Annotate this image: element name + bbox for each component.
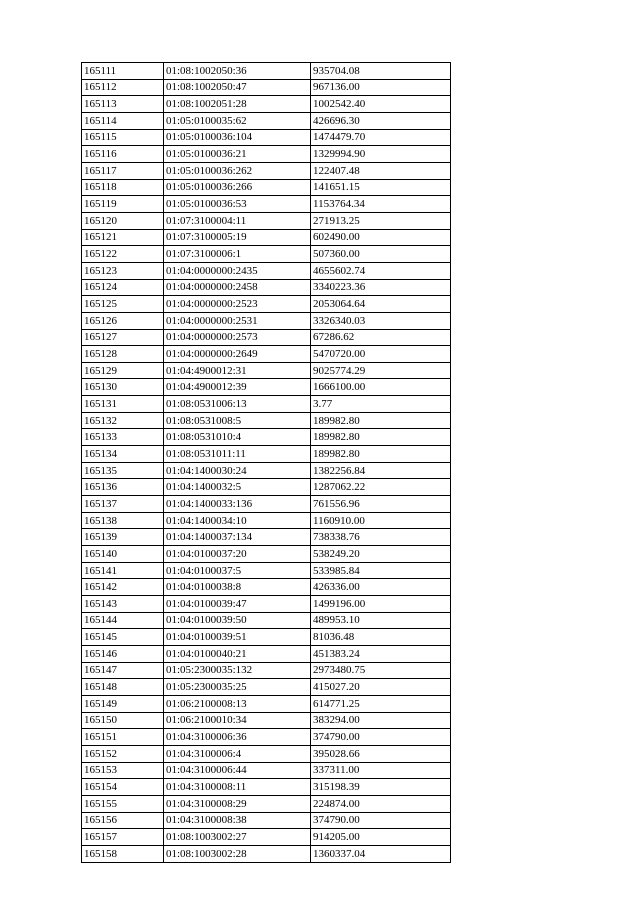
value-cell: 3340223.36 (311, 279, 451, 296)
value-cell: 1287062.22 (311, 479, 451, 496)
table-row (82, 496, 451, 513)
table-row (82, 346, 451, 363)
cadastral-number-cell: 01:04:4900012:39 (164, 379, 311, 396)
row-number-cell: 165127 (82, 329, 164, 346)
row-number-cell: 165114 (82, 112, 164, 129)
table-row (82, 96, 451, 113)
table-row (82, 329, 451, 346)
cadastral-number-cell: 01:04:0000000:2649 (164, 346, 311, 363)
row-number-cell: 165148 (82, 679, 164, 696)
value-cell: 507360.00 (311, 246, 451, 263)
cadastral-number-cell: 01:07:3100006:1 (164, 246, 311, 263)
table-row (82, 795, 451, 812)
cadastral-number-cell: 01:04:0100039:47 (164, 596, 311, 613)
cadastral-number-cell: 01:05:0100036:104 (164, 129, 311, 146)
row-number-cell: 165111 (82, 63, 164, 80)
cadastral-number-cell: 01:05:0100036:53 (164, 196, 311, 213)
table-row (82, 146, 451, 163)
row-number-cell: 165135 (82, 462, 164, 479)
table-row (82, 612, 451, 629)
table-row (82, 112, 451, 129)
value-cell: 2053064.64 (311, 296, 451, 313)
value-cell: 1382256.84 (311, 462, 451, 479)
table-row (82, 396, 451, 413)
table-row (82, 262, 451, 279)
cadastral-number-cell: 01:05:0100036:266 (164, 179, 311, 196)
row-number-cell: 165149 (82, 695, 164, 712)
cadastral-number-cell: 01:04:3100006:36 (164, 729, 311, 746)
row-number-cell: 165123 (82, 262, 164, 279)
table-row (82, 812, 451, 829)
table-row (82, 712, 451, 729)
cadastral-number-cell: 01:06:2100008:13 (164, 695, 311, 712)
value-cell: 914205.00 (311, 829, 451, 846)
value-cell: 395028.66 (311, 745, 451, 762)
value-cell: 4655602.74 (311, 262, 451, 279)
cadastral-number-cell: 01:04:0100038:8 (164, 579, 311, 596)
table-row (82, 762, 451, 779)
value-cell: 81036.48 (311, 629, 451, 646)
value-cell: 3326340.03 (311, 312, 451, 329)
row-number-cell: 165151 (82, 729, 164, 746)
table-row (82, 296, 451, 313)
cadastral-number-cell: 01:04:1400037:134 (164, 529, 311, 546)
table-row (82, 729, 451, 746)
table-row (82, 779, 451, 796)
cadastral-number-cell: 01:04:0000000:2458 (164, 279, 311, 296)
row-number-cell: 165112 (82, 79, 164, 96)
value-cell: 967136.00 (311, 79, 451, 96)
value-cell: 533985.84 (311, 562, 451, 579)
value-cell: 374790.00 (311, 812, 451, 829)
row-number-cell: 165147 (82, 662, 164, 679)
value-cell: 602490.00 (311, 229, 451, 246)
row-number-cell: 165133 (82, 429, 164, 446)
cadastral-number-cell: 01:07:3100004:11 (164, 212, 311, 229)
value-cell: 315198.39 (311, 779, 451, 796)
row-number-cell: 165115 (82, 129, 164, 146)
row-number-cell: 165140 (82, 546, 164, 563)
cadastral-number-cell: 01:08:1003002:28 (164, 845, 311, 862)
table-row (82, 212, 451, 229)
cadastral-number-cell: 01:08:1002050:47 (164, 79, 311, 96)
cadastral-number-cell: 01:08:0531008:5 (164, 412, 311, 429)
row-number-cell: 165129 (82, 362, 164, 379)
cadastral-number-cell: 01:06:2100010:34 (164, 712, 311, 729)
cadastral-number-cell: 01:04:3100006:44 (164, 762, 311, 779)
row-number-cell: 165121 (82, 229, 164, 246)
cadastral-number-cell: 01:07:3100005:19 (164, 229, 311, 246)
row-number-cell: 165119 (82, 196, 164, 213)
cadastral-number-cell: 01:08:1002050:36 (164, 63, 311, 80)
value-cell: 189982.80 (311, 429, 451, 446)
table-row (82, 579, 451, 596)
table-row (82, 829, 451, 846)
cadastral-number-cell: 01:04:1400030:24 (164, 462, 311, 479)
row-number-cell: 165152 (82, 745, 164, 762)
value-cell: 224874.00 (311, 795, 451, 812)
table-row (82, 179, 451, 196)
cadastral-number-cell: 01:04:0000000:2531 (164, 312, 311, 329)
value-cell: 935704.08 (311, 63, 451, 80)
cadastral-number-cell: 01:04:3100008:38 (164, 812, 311, 829)
value-cell: 1002542.40 (311, 96, 451, 113)
value-cell: 761556.96 (311, 496, 451, 513)
cadastral-number-cell: 01:04:4900012:31 (164, 362, 311, 379)
cadastral-number-cell: 01:08:0531010:4 (164, 429, 311, 446)
table-row (82, 379, 451, 396)
row-number-cell: 165143 (82, 596, 164, 613)
cadastral-number-cell: 01:04:0000000:2573 (164, 329, 311, 346)
cadastral-number-cell: 01:05:0100036:21 (164, 146, 311, 163)
value-cell: 489953.10 (311, 612, 451, 629)
value-cell: 1329994.90 (311, 146, 451, 163)
table-row (82, 229, 451, 246)
value-cell: 1153764.34 (311, 196, 451, 213)
value-cell: 383294.00 (311, 712, 451, 729)
value-cell: 1499196.00 (311, 596, 451, 613)
cadastral-number-cell: 01:08:1002051:28 (164, 96, 311, 113)
cadastral-number-cell: 01:08:0531011:11 (164, 446, 311, 463)
cadastral-number-cell: 01:05:2300035:132 (164, 662, 311, 679)
row-number-cell: 165131 (82, 396, 164, 413)
table-row (82, 429, 451, 446)
row-number-cell: 165118 (82, 179, 164, 196)
table-row (82, 745, 451, 762)
cadastral-number-cell: 01:05:0100036:262 (164, 162, 311, 179)
row-number-cell: 165138 (82, 512, 164, 529)
table-row (82, 246, 451, 263)
cadastral-number-cell: 01:04:1400033:136 (164, 496, 311, 513)
value-cell: 189982.80 (311, 412, 451, 429)
row-number-cell: 165150 (82, 712, 164, 729)
table-body (82, 63, 451, 863)
table-row (82, 129, 451, 146)
row-number-cell: 165155 (82, 795, 164, 812)
value-cell: 189982.80 (311, 446, 451, 463)
cadastral-number-cell: 01:04:0100040:21 (164, 645, 311, 662)
table-row (82, 446, 451, 463)
row-number-cell: 165146 (82, 645, 164, 662)
value-cell: 614771.25 (311, 695, 451, 712)
cadastral-number-cell: 01:08:0531006:13 (164, 396, 311, 413)
value-cell: 374790.00 (311, 729, 451, 746)
cadastral-number-cell: 01:04:3100008:11 (164, 779, 311, 796)
value-cell: 67286.62 (311, 329, 451, 346)
table-row (82, 412, 451, 429)
value-cell: 1474479.70 (311, 129, 451, 146)
value-cell: 2973480.75 (311, 662, 451, 679)
row-number-cell: 165137 (82, 496, 164, 513)
row-number-cell: 165117 (82, 162, 164, 179)
row-number-cell: 165136 (82, 479, 164, 496)
table-row (82, 529, 451, 546)
value-cell: 426696.30 (311, 112, 451, 129)
value-cell: 738338.76 (311, 529, 451, 546)
row-number-cell: 165141 (82, 562, 164, 579)
row-number-cell: 165144 (82, 612, 164, 629)
row-number-cell: 165116 (82, 146, 164, 163)
table-row (82, 63, 451, 80)
value-cell: 3.77 (311, 396, 451, 413)
table-row (82, 562, 451, 579)
table-row (82, 479, 451, 496)
cadastral-number-cell: 01:04:0100037:5 (164, 562, 311, 579)
row-number-cell: 165156 (82, 812, 164, 829)
row-number-cell: 165139 (82, 529, 164, 546)
row-number-cell: 165142 (82, 579, 164, 596)
cadastral-number-cell: 01:04:3100006:4 (164, 745, 311, 762)
row-number-cell: 165122 (82, 246, 164, 263)
cadastral-number-cell: 01:04:1400032:5 (164, 479, 311, 496)
table-row (82, 596, 451, 613)
value-cell: 451383.24 (311, 645, 451, 662)
value-cell: 538249.20 (311, 546, 451, 563)
row-number-cell: 165124 (82, 279, 164, 296)
cadastral-number-cell: 01:04:1400034:10 (164, 512, 311, 529)
table-row (82, 162, 451, 179)
row-number-cell: 165154 (82, 779, 164, 796)
cadastral-number-cell: 01:04:0000000:2435 (164, 262, 311, 279)
cadastral-number-cell: 01:04:0000000:2523 (164, 296, 311, 313)
value-cell: 415027.20 (311, 679, 451, 696)
table-row (82, 662, 451, 679)
table-row (82, 629, 451, 646)
row-number-cell: 165158 (82, 845, 164, 862)
row-number-cell: 165125 (82, 296, 164, 313)
cadastral-number-cell: 01:04:3100008:29 (164, 795, 311, 812)
row-number-cell: 165153 (82, 762, 164, 779)
value-cell: 141651.15 (311, 179, 451, 196)
cadastral-number-cell: 01:08:1003002:27 (164, 829, 311, 846)
table-row (82, 512, 451, 529)
value-cell: 122407.48 (311, 162, 451, 179)
cadastral-number-cell: 01:05:0100035:62 (164, 112, 311, 129)
row-number-cell: 165120 (82, 212, 164, 229)
table-row (82, 79, 451, 96)
spreadsheet-page (81, 62, 451, 863)
table-row (82, 645, 451, 662)
row-number-cell: 165132 (82, 412, 164, 429)
value-cell: 337311.00 (311, 762, 451, 779)
cadastral-number-cell: 01:04:0100037:20 (164, 546, 311, 563)
row-number-cell: 165113 (82, 96, 164, 113)
row-number-cell: 165157 (82, 829, 164, 846)
table-row (82, 845, 451, 862)
row-number-cell: 165134 (82, 446, 164, 463)
value-cell: 1360337.04 (311, 845, 451, 862)
value-cell: 9025774.29 (311, 362, 451, 379)
row-number-cell: 165126 (82, 312, 164, 329)
table-row (82, 362, 451, 379)
table-row (82, 546, 451, 563)
cadastral-value-table (81, 62, 451, 863)
value-cell: 426336.00 (311, 579, 451, 596)
row-number-cell: 165128 (82, 346, 164, 363)
value-cell: 5470720.00 (311, 346, 451, 363)
table-row (82, 196, 451, 213)
row-number-cell: 165145 (82, 629, 164, 646)
table-row (82, 279, 451, 296)
value-cell: 1160910.00 (311, 512, 451, 529)
cadastral-number-cell: 01:05:2300035:25 (164, 679, 311, 696)
value-cell: 271913.25 (311, 212, 451, 229)
table-row (82, 312, 451, 329)
value-cell: 1666100.00 (311, 379, 451, 396)
cadastral-number-cell: 01:04:0100039:50 (164, 612, 311, 629)
row-number-cell: 165130 (82, 379, 164, 396)
cadastral-number-cell: 01:04:0100039:51 (164, 629, 311, 646)
table-row (82, 695, 451, 712)
table-row (82, 679, 451, 696)
table-row (82, 462, 451, 479)
